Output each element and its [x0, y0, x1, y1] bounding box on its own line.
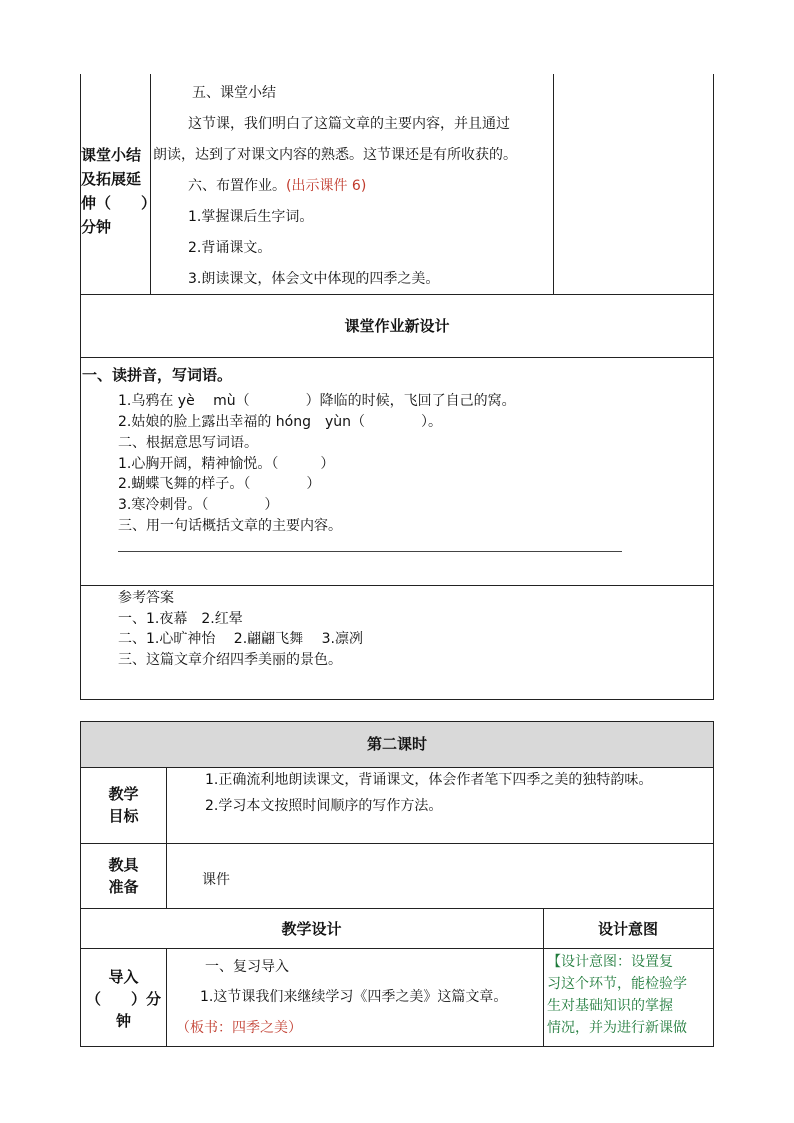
- homework-item: 1.掌握课后生字词。: [188, 209, 314, 225]
- answers-title: 参考答案: [118, 590, 174, 606]
- intent-line: 【设计意图：设置复: [547, 954, 673, 970]
- intro-label-line: （ ）分: [85, 990, 161, 1008]
- intro-section: 一、复习导入: [205, 959, 289, 975]
- answer-blank-line: [118, 551, 622, 552]
- homework-design-title: 课堂作业新设计: [344, 317, 450, 335]
- section6-title-row: [188, 177, 366, 195]
- exercise-title: 一、读拼音，写词语。: [82, 366, 233, 384]
- intro-line: 1.这节课我们来继续学习《四季之美》这篇文章。: [200, 989, 508, 1005]
- exercise-section-2: 二、根据意思写词语。: [118, 435, 258, 451]
- summary-label-line: 课堂小结: [81, 146, 142, 164]
- section5-title: 五、课堂小结: [192, 85, 276, 101]
- intent-line: 情况，并为进行新课做: [547, 1020, 687, 1036]
- summary-label-line: 分钟: [81, 218, 112, 236]
- design-header: 教学设计: [281, 920, 342, 938]
- homework-item: 3.朗读课文，体会文中体现的四季之美。: [188, 271, 440, 287]
- summary-label: [81, 143, 157, 239]
- section6-title: 六、布置作业。: [188, 178, 286, 194]
- exercise-section-3: 三、用一句话概括文章的主要内容。: [118, 518, 342, 534]
- intro-label-line: 钟: [115, 1012, 131, 1030]
- lesson-title: 第二课时: [366, 735, 427, 753]
- answer-line: 三、这篇文章介绍四季美丽的景色。: [118, 652, 342, 668]
- prep-label-line: 教具: [108, 856, 139, 874]
- exercise-item: 2.蝴蝶飞舞的样子。（ ）: [118, 476, 321, 492]
- exercise-item: 1.心胸开阔，精神愉悦。（ ）: [118, 456, 335, 472]
- summary-text-line2: 朗读，达到了对课文内容的熟悉。这节课还是有所收获的。: [153, 147, 517, 163]
- goals-label-line: 目标: [108, 807, 139, 825]
- summary-text-line1: 这节课，我们明白了这篇文章的主要内容，并且通过: [188, 116, 510, 132]
- intro-label: [81, 966, 166, 1032]
- intent-header: 设计意图: [597, 920, 658, 938]
- answer-line: 二、1.心旷神怡 2.翩翩飞舞 3.凛冽: [118, 631, 363, 647]
- answer-line: 一、1.夜幕 2.红晕: [118, 611, 243, 627]
- goal-item: 1.正确流利地朗读课文，背诵课文，体会作者笔下四季之美的独特韵味。: [205, 772, 653, 788]
- prep-value: 课件: [202, 872, 230, 888]
- summary-label-line: 伸（ ）: [81, 194, 157, 212]
- exercise-question: 2.姑娘的脸上露出幸福的 hóng yùn（ ）。: [118, 414, 443, 430]
- intro-label-line: 导入: [108, 968, 139, 986]
- intent-note: [547, 951, 713, 1039]
- prep-label: [81, 854, 166, 898]
- summary-label-line: 及拓展延: [81, 170, 142, 188]
- goals-label-line: 教学: [108, 785, 139, 803]
- exercise-item: 3.寒冷刺骨。（ ）: [118, 497, 279, 513]
- intent-line: 生对基础知识的掌握: [547, 998, 673, 1014]
- section6-note: (出示课件 6): [286, 178, 367, 194]
- exercise-question: 1.乌鸦在 yè mù（ ）降临的时候，飞回了自己的窝。: [118, 393, 516, 409]
- goal-item: 2.学习本文按照时间顺序的写作方法。: [205, 798, 443, 814]
- homework-item: 2.背诵课文。: [188, 240, 272, 256]
- intent-line: 习这个环节，能检验学: [547, 976, 687, 992]
- prep-label-line: 准备: [108, 878, 139, 896]
- goals-label: [81, 783, 166, 827]
- board-note: （板书：四季之美）: [176, 1020, 302, 1036]
